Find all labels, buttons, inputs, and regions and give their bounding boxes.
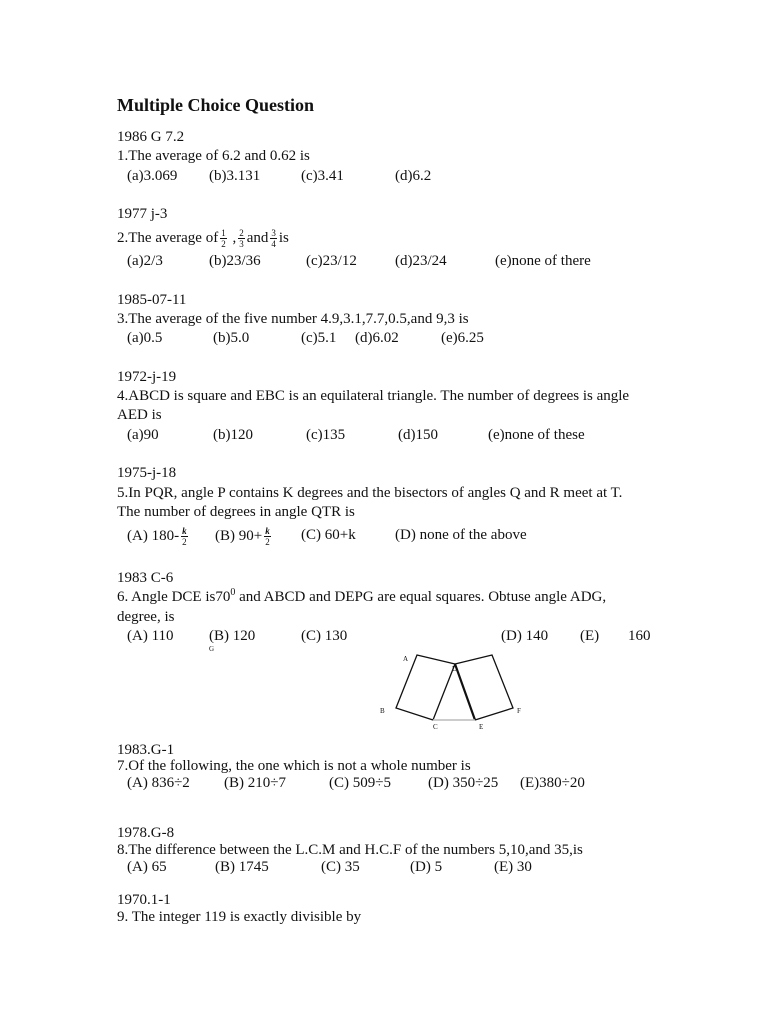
q2-text: [117, 228, 289, 249]
q2-option-b: (b)23/36: [209, 253, 261, 269]
q2-fraction-2: $\frac{2}{3}$: [239, 228, 244, 249]
q1-ref: 1986 G 7.2: [117, 129, 185, 145]
label-f: F: [517, 707, 521, 715]
q7-text: 7.Of the following, the one which is not a whole number is: [117, 758, 471, 774]
q1-option-a: (a)3.069: [127, 168, 178, 184]
q3-ref: 1985-07-11: [117, 292, 187, 308]
q5-option-b-fraction: $\frac{k}{2}$: [265, 526, 270, 547]
q8-ref: 1978.G-8: [117, 825, 175, 841]
q5-text-line1: 5.In PQR, angle P contains K degrees and the bisectors of angles Q and R meet at T.: [117, 485, 623, 501]
q6-option-d: (D) 140: [501, 628, 549, 644]
q3-option-e: (e)6.25: [441, 330, 484, 346]
q7-option-b: (B) 210÷7: [224, 775, 286, 791]
q6-option-a: (A) 110: [127, 628, 174, 644]
q6-ref: 1983 C-6: [117, 570, 174, 586]
q4-option-d: (d)150: [398, 427, 438, 443]
q2-ref: 1977 j-3: [117, 206, 168, 222]
label-a: A: [403, 655, 409, 663]
q2-option-a: (a)2/3: [127, 253, 163, 269]
side-de: [455, 664, 475, 720]
q4-text-line2: AED is: [117, 407, 162, 423]
q6-stray-label: G: [209, 645, 215, 653]
q4-ref: 1972-j-19: [117, 369, 177, 385]
q2-fraction-3: $\frac{3}{4}$: [271, 228, 276, 249]
label-e: E: [479, 723, 484, 731]
label-d: D: [452, 665, 458, 673]
q5-text-line2: The number of degrees in angle QTR is: [117, 504, 355, 520]
q5-option-a: (A) 180- $\frac{k}{2}$: [127, 526, 187, 547]
label-c: C: [433, 723, 438, 731]
q3-text: 3.The average of the five number 4.9,3.1,7.7,0.5,and 9,3 is: [117, 311, 469, 327]
q5-option-c: (C) 60+k: [301, 527, 356, 543]
q2-option-c: (c)23/12: [306, 253, 357, 269]
q4-option-c: (c)135: [306, 427, 346, 443]
q1-option-d: (d)6.2: [395, 168, 432, 184]
q6-option-e: (E): [580, 628, 600, 644]
q1-option-c: (c)3.41: [301, 168, 344, 184]
q2-prefix: 2.The average of: [117, 229, 219, 246]
q5-ref: 1975-j-18: [117, 465, 177, 481]
q1-option-b: (b)3.131: [209, 168, 261, 184]
q6-option-c: (C) 130: [301, 628, 348, 644]
q7-option-a: (A) 836÷2: [127, 775, 190, 791]
q4-option-e: (e)none of these: [488, 427, 585, 443]
q3-option-d: (d)6.02: [355, 330, 399, 346]
q1-text: 1.The average of 6.2 and 0.62 is: [117, 148, 310, 164]
q2-fraction-1: $\frac{1}{2}$: [221, 228, 226, 249]
q9-ref: 1970.1-1: [117, 892, 171, 908]
q8-option-b: (B) 1745: [215, 859, 269, 875]
q3-option-b: (b)5.0: [213, 330, 250, 346]
page-title: Multiple Choice Question: [117, 95, 314, 115]
q4-text-line1: 4.ABCD is square and EBC is an equilateral triangle. The number of degrees is angle: [117, 388, 630, 404]
q8-option-e: (E) 30: [494, 859, 532, 875]
q8-option-c: (C) 35: [321, 859, 360, 875]
q6-text-line1: 6. Angle DCE $is70^0$ and ABCD and DEPG are equal squares. Obtuse angle ADG,: [117, 587, 607, 605]
q2-option-d: (d)23/24: [395, 253, 447, 269]
q7-option-d: (D) 350÷25: [428, 775, 499, 791]
q3-option-c: (c)5.1: [301, 330, 337, 346]
q2-suffix: is: [278, 229, 289, 246]
label-b: B: [380, 707, 385, 715]
q8-option-a: (A) 65: [127, 859, 167, 875]
q7-option-e: (E)380÷20: [520, 775, 585, 791]
q6-text-line2: degree, is: [117, 609, 175, 625]
q5-option-a-fraction: $\frac{k}{2}$: [182, 526, 187, 547]
q7-ref: 1983.G-1: [117, 742, 175, 758]
q9-text: 9. The integer 119 is exactly divisible by: [117, 909, 362, 925]
q8-text: 8.The difference between the L.C.M and H.C.F of the numbers 5,10,and 35,is: [117, 842, 583, 858]
q7-option-c: (C) 509÷5: [329, 775, 391, 791]
q4-option-b: (b)120: [213, 427, 253, 443]
q6-option-e-value: 160: [628, 628, 651, 644]
q2-and: and: [246, 229, 269, 246]
q5-option-b: (B) 90+ $\frac{k}{2}$: [215, 526, 270, 547]
q8-option-d: (D) 5: [410, 859, 443, 875]
q2-option-e: (e)none of there: [495, 253, 591, 269]
q2-sep: ,: [228, 229, 237, 246]
q6-degree-superscript: 0: [230, 587, 236, 598]
q5-option-d: (D) none of the above: [395, 527, 527, 543]
q4-option-a: (a)90: [127, 427, 159, 443]
q3-option-a: (a)0.5: [127, 330, 163, 346]
q6-geometry-figure: [370, 650, 530, 735]
q6-option-b: (B) 120: [209, 628, 256, 644]
